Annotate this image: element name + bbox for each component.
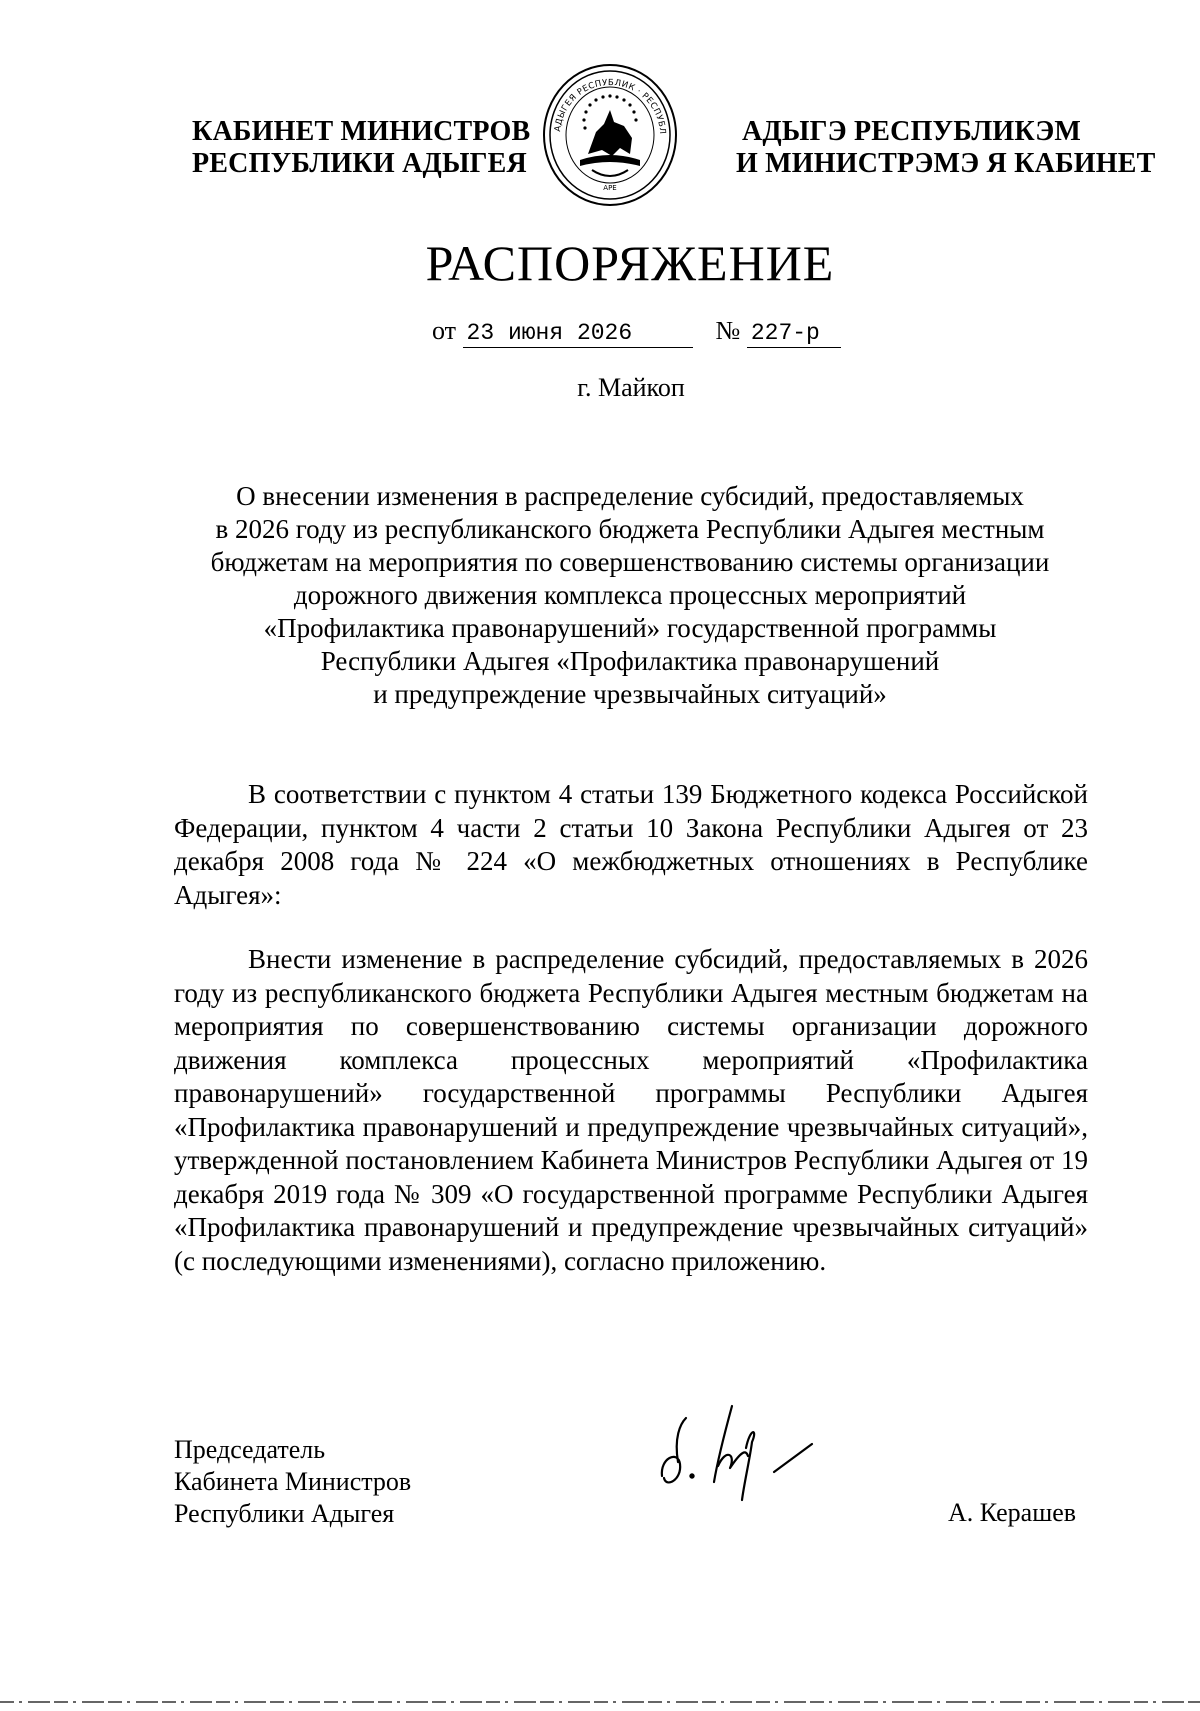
date-prefix: от [432, 316, 457, 345]
signatory-position-line1: Председатель [174, 1435, 326, 1464]
document-meta [432, 316, 841, 352]
signatory-position [174, 1434, 411, 1530]
scan-edge-divider [0, 1693, 1200, 1701]
signatory-position-line3: Республики Адыгея [174, 1499, 395, 1528]
body-paragraph-1: В соответствии с пунктом 4 статьи 139 Бюджетного кодекса Российской Федерации, пунктом 4 части 2 статьи 10 Закона Республики Адыгея от 23 декабря 2008 года № 224 «О межбюджетных отношениях в Республике Адыгея»: [174, 779, 1088, 910]
svg-text:АДЫГЕЯ РЕСПУБЛИК · РЕСПУБЛИКА: АДЫГЕЯ РЕСПУБЛИК · РЕСПУБЛ [553, 77, 668, 135]
header-left-block [192, 116, 530, 180]
republic-emblem-icon [540, 62, 680, 208]
subject-line: Республики Адыгея «Профилактика правонарушений [320, 646, 940, 676]
svg-text:АРЕ: АРЕ [603, 184, 617, 192]
header-left-line2: РЕСПУБЛИКИ АДЫГЕЯ [192, 148, 527, 179]
document-number: 227-р [747, 320, 841, 348]
document-city: г. Майкоп [577, 373, 685, 402]
header-right-line2: И МИНИСТРЭМЭ Я КАБИНЕТ [736, 148, 1156, 179]
subject-line: в 2026 году из республиканского бюджета Республики Адыгея местным [215, 514, 1045, 544]
signatory-name: А. Керашев [948, 1498, 1077, 1527]
subject-line: бюджетам на мероприятия по совершенствованию системы организации [210, 547, 1050, 577]
number-prefix: № [715, 316, 741, 345]
subject-line: дорожного движения комплекса процессных мероприятий [293, 580, 967, 610]
document-title: РАСПОРЯЖЕНИЕ [425, 235, 835, 291]
handwritten-signature-icon [656, 1388, 846, 1508]
document-date: 23 июня 2026 [463, 320, 693, 348]
header-right-line1: АДЫГЭ РЕСПУБЛИКЭМ [742, 116, 1082, 147]
header-right-block [736, 116, 1156, 180]
header-left-line1: КАБИНЕТ МИНИСТРОВ [192, 116, 531, 147]
subject-line: «Профилактика правонарушений» государственной программы [263, 613, 997, 643]
subject-line: О внесении изменения в распределение субсидий, предоставляемых [236, 481, 1024, 511]
document-subject [150, 480, 1110, 711]
signatory-position-line2: Кабинета Министров [174, 1467, 412, 1496]
body-paragraph-2: Внести изменение в распределение субсидий, предоставляемых в 2026 году из республиканского бюджета Республики Адыгея местным бюджетам на мероприятия по совершенствованию системы организации дорожного движения комплекса процессных мероприятий «Профилактика правонарушений» государственной программы Республики Адыгея «Профилактика правонарушений и предупреждение чрезвычайных ситуаций», утвержденной постановлением Кабинета Министров Республики Адыгея от 19 декабря 2019 года № 309 «О государственной программе Республики Адыгея «Профилактика правонарушений и предупреждение чрезвычайных ситуаций» (с последующими изменениями), согласно приложению. [174, 944, 1088, 1276]
subject-line: и предупреждение чрезвычайных ситуаций» [373, 679, 887, 709]
